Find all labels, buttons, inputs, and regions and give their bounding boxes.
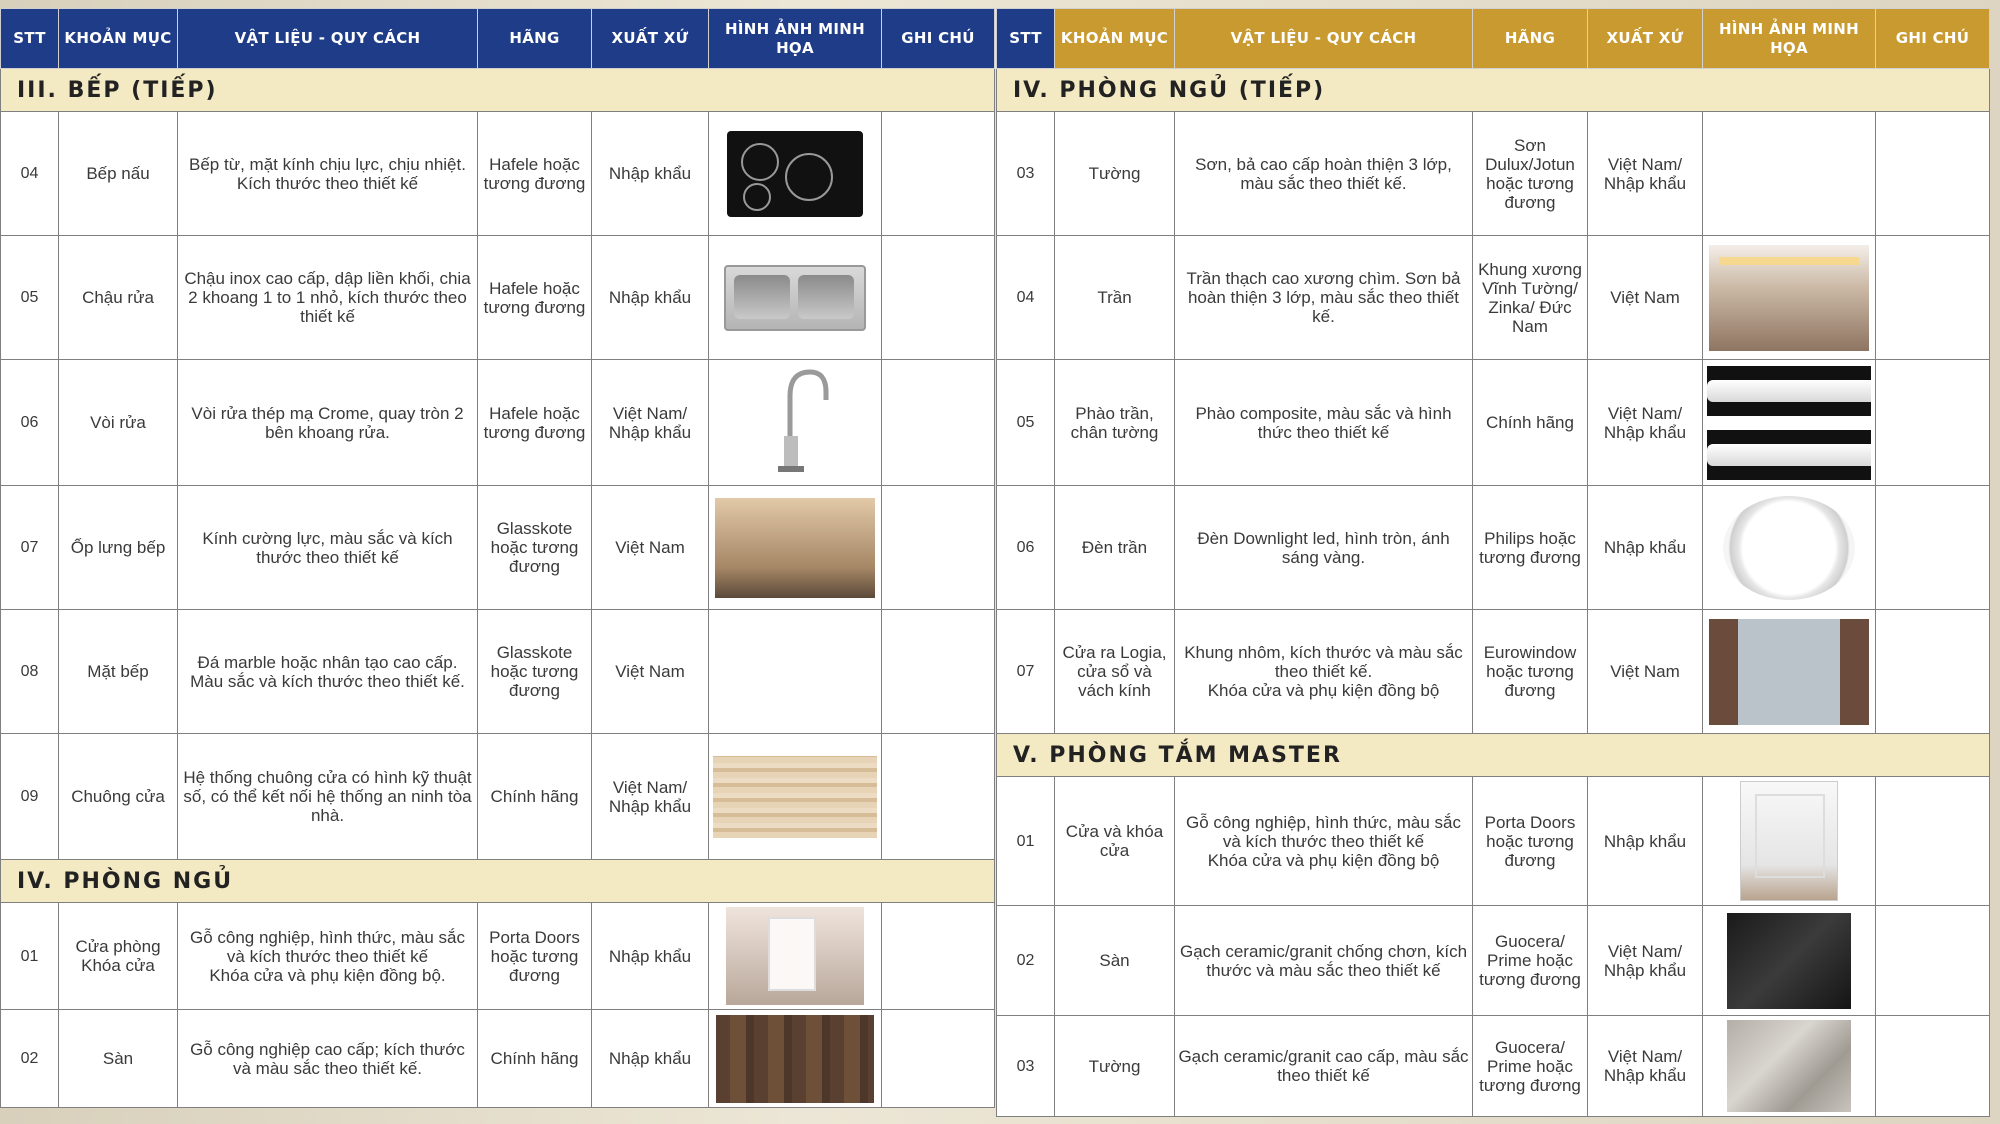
cell-stt: 06	[1, 360, 59, 486]
cell-item: Cửa ra Logia, cửa sổ và vách kính	[1055, 610, 1175, 734]
cell-note	[1876, 112, 1990, 236]
cell-origin: Nhập khẩu	[592, 1010, 709, 1108]
cell-item: Sàn	[59, 1010, 178, 1108]
cell-note	[1876, 360, 1990, 486]
cell-origin: Việt Nam	[592, 610, 709, 734]
table-row	[997, 777, 1990, 906]
cell-stt: 07	[997, 610, 1055, 734]
cell-note	[1876, 486, 1990, 610]
header-origin: XUẤT XỨ	[592, 9, 709, 69]
cell-note	[1876, 777, 1990, 906]
cell-note	[882, 734, 995, 860]
cell-note	[882, 112, 995, 236]
header-origin: XUẤT XỨ	[1588, 9, 1703, 69]
cell-stt: 07	[1, 486, 59, 610]
cell-note	[882, 903, 995, 1010]
cell-image	[709, 112, 882, 236]
cell-note	[882, 1010, 995, 1108]
table-row	[1, 734, 995, 860]
cell-item: Cửa phòng Khóa cửa	[59, 903, 178, 1010]
cell-image	[1703, 236, 1876, 360]
cell-brand: Hafele hoặc tương đương	[478, 112, 592, 236]
spec-table-right	[996, 8, 1990, 1117]
cell-material: Chậu inox cao cấp, dập liền khối, chia 2 khoang 1 to 1 nhỏ, kích thước theo thiết kế	[178, 236, 478, 360]
window-image	[1709, 619, 1869, 725]
faucet-image	[760, 366, 830, 476]
cell-origin: Việt Nam/ Nhập khẩu	[1588, 112, 1703, 236]
cell-origin: Việt Nam/ Nhập khẩu	[1588, 360, 1703, 486]
header-brand: HÃNG	[478, 9, 592, 69]
cell-item: Mặt bếp	[59, 610, 178, 734]
header-note: GHI CHÚ	[882, 9, 995, 69]
cell-brand: Chính hãng	[478, 1010, 592, 1108]
cell-material: Kính cường lực, màu sắc và kích thước theo thiết kế	[178, 486, 478, 610]
table-row	[1, 360, 995, 486]
cell-material: Gạch ceramic/granit chống chơn, kích thước và màu sắc theo thiết kế	[1175, 906, 1473, 1016]
table-row	[997, 112, 1990, 236]
marble-countertop-image	[713, 756, 877, 838]
cell-material: Đá marble hoặc nhân tạo cao cấp. Màu sắc và kích thước theo thiết kế.	[178, 610, 478, 734]
cell-note	[1876, 236, 1990, 360]
cell-material: Gỗ công nghiệp cao cấp; kích thước và màu sắc theo thiết kế.	[178, 1010, 478, 1108]
cell-material: Trần thạch cao xương chìm. Sơn bả hoàn thiện 3 lớp, màu sắc theo thiết kế.	[1175, 236, 1473, 360]
cell-stt: 05	[997, 360, 1055, 486]
cell-brand: Porta Doors hoặc tương đương	[1473, 777, 1588, 906]
cell-image	[1703, 486, 1876, 610]
table-row	[997, 906, 1990, 1016]
cell-image	[709, 610, 882, 734]
cell-origin: Việt Nam	[592, 486, 709, 610]
cell-note	[1876, 610, 1990, 734]
cell-brand: Sơn Dulux/Jotun hoặc tương đương	[1473, 112, 1588, 236]
section-title: V. PHÒNG TẮM MASTER	[997, 734, 1990, 777]
cell-note	[882, 610, 995, 734]
table-row	[997, 486, 1990, 610]
cell-origin: Việt Nam/ Nhập khẩu	[592, 734, 709, 860]
cell-image	[709, 360, 882, 486]
cell-note	[882, 236, 995, 360]
cell-origin: Việt Nam/ Nhập khẩu	[1588, 906, 1703, 1016]
cell-note	[882, 486, 995, 610]
cell-note	[1876, 1016, 1990, 1117]
header-item: KHOẢN MỤC	[59, 9, 178, 69]
cell-item: Trần	[1055, 236, 1175, 360]
spec-table-left	[0, 8, 995, 1108]
black-tile-image	[1727, 913, 1851, 1009]
cell-image	[709, 903, 882, 1010]
section-title: IV. PHÒNG NGỦ	[1, 860, 995, 903]
bedroom-door-image	[726, 907, 864, 1005]
cell-item: Bếp nấu	[59, 112, 178, 236]
cell-item: Vòi rửa	[59, 360, 178, 486]
grey-tile-image	[1727, 1020, 1851, 1112]
cell-item: Chậu rửa	[59, 236, 178, 360]
cell-material: Khung nhôm, kích thước và màu sắc theo thiết kế. Khóa cửa và phụ kiện đồng bộ	[1175, 610, 1473, 734]
cell-image	[1703, 906, 1876, 1016]
cell-item: Đèn trần	[1055, 486, 1175, 610]
induction-cooktop-image	[727, 131, 863, 217]
cell-material: Gỗ công nghiệp, hình thức, màu sắc và kích thước theo thiết kế Khóa cửa và phụ kiện đồng bộ	[1175, 777, 1473, 906]
cell-origin: Nhập khẩu	[592, 903, 709, 1010]
cell-image	[709, 1010, 882, 1108]
cell-stt: 09	[1, 734, 59, 860]
cell-origin: Việt Nam/ Nhập khẩu	[592, 360, 709, 486]
cell-material: Vòi rửa thép mạ Crome, quay tròn 2 bên khoang rửa.	[178, 360, 478, 486]
cell-origin: Nhập khẩu	[592, 236, 709, 360]
cell-image	[1703, 1016, 1876, 1117]
cell-brand: Eurowindow hoặc tương đương	[1473, 610, 1588, 734]
wood-floor-image	[716, 1015, 874, 1103]
table-row	[997, 610, 1990, 734]
header-material: VẬT LIỆU - QUY CÁCH	[178, 9, 478, 69]
molding-image	[1707, 366, 1871, 480]
cell-stt: 01	[1, 903, 59, 1010]
cell-stt: 01	[997, 777, 1055, 906]
cell-brand: Chính hãng	[1473, 360, 1588, 486]
header-material: VẬT LIỆU - QUY CÁCH	[1175, 9, 1473, 69]
cell-item: Phào trần, chân tường	[1055, 360, 1175, 486]
cell-note	[1876, 906, 1990, 1016]
table-row	[1, 903, 995, 1010]
cell-brand: Chính hãng	[478, 734, 592, 860]
table-row	[1, 1010, 995, 1108]
cell-image	[1703, 112, 1876, 236]
table-row	[1, 112, 995, 236]
cell-item: Tường	[1055, 112, 1175, 236]
header-brand: HÃNG	[1473, 9, 1588, 69]
cell-brand: Guocera/ Prime hoặc tương đương	[1473, 1016, 1588, 1117]
cell-image	[709, 734, 882, 860]
cell-material: Phào composite, màu sắc và hình thức theo thiết kế	[1175, 360, 1473, 486]
cell-material: Sơn, bả cao cấp hoàn thiện 3 lớp, màu sắc theo thiết kế.	[1175, 112, 1473, 236]
header-item: KHOẢN MỤC	[1055, 9, 1175, 69]
cell-stt: 05	[1, 236, 59, 360]
cell-stt: 03	[997, 1016, 1055, 1117]
header-image: HÌNH ẢNH MINH HỌA	[709, 9, 882, 69]
cell-material: Gạch ceramic/granit cao cấp, màu sắc theo thiết kế	[1175, 1016, 1473, 1117]
cell-origin: Việt Nam	[1588, 610, 1703, 734]
cell-stt: 08	[1, 610, 59, 734]
cell-item: Cửa và khóa cửa	[1055, 777, 1175, 906]
table-row	[997, 1016, 1990, 1117]
cell-origin: Nhập khẩu	[592, 112, 709, 236]
cell-stt: 04	[1, 112, 59, 236]
ceiling-image	[1709, 245, 1869, 351]
cell-image	[709, 236, 882, 360]
cell-brand: Porta Doors hoặc tương đương	[478, 903, 592, 1010]
cell-material: Đèn Downlight led, hình tròn, ánh sáng vàng.	[1175, 486, 1473, 610]
cell-stt: 04	[997, 236, 1055, 360]
downlight-image	[1723, 496, 1855, 600]
cell-origin: Nhập khẩu	[1588, 777, 1703, 906]
cell-item: Chuông cửa	[59, 734, 178, 860]
cell-image	[1703, 610, 1876, 734]
backsplash-image	[715, 498, 875, 598]
cell-stt: 02	[1, 1010, 59, 1108]
cell-material: Hệ thống chuông cửa có hình kỹ thuật số, có thể kết nối hệ thống an ninh tòa nhà.	[178, 734, 478, 860]
cell-material: Gỗ công nghiệp, hình thức, màu sắc và kích thước theo thiết kế Khóa cửa và phụ kiện đồng bộ.	[178, 903, 478, 1010]
cell-image	[1703, 777, 1876, 906]
cell-stt: 02	[997, 906, 1055, 1016]
cell-item: Sàn	[1055, 906, 1175, 1016]
table-row	[997, 236, 1990, 360]
cell-item: Tường	[1055, 1016, 1175, 1117]
cell-brand: Khung xương Vĩnh Tường/ Zinka/ Đức Nam	[1473, 236, 1588, 360]
header-note: GHI CHÚ	[1876, 9, 1990, 69]
cell-stt: 03	[997, 112, 1055, 236]
table-row	[997, 360, 1990, 486]
cell-origin: Việt Nam	[1588, 236, 1703, 360]
cell-brand: Hafele hoặc tương đương	[478, 236, 592, 360]
cell-note	[882, 360, 995, 486]
section-title: III. BẾP (TIẾP)	[1, 69, 995, 112]
bathroom-door-image	[1740, 781, 1838, 901]
cell-material: Bếp từ, mặt kính chịu lực, chịu nhiệt. Kích thước theo thiết kế	[178, 112, 478, 236]
table-row	[1, 486, 995, 610]
cell-brand: Glasskote hoặc tương đương	[478, 610, 592, 734]
double-sink-image	[724, 265, 866, 331]
header-stt: STT	[1, 9, 59, 69]
header-stt: STT	[997, 9, 1055, 69]
table-row	[1, 610, 995, 734]
section-title: IV. PHÒNG NGỦ (TIẾP)	[997, 69, 1990, 112]
cell-brand: Guocera/ Prime hoặc tương đương	[1473, 906, 1588, 1016]
cell-stt: 06	[997, 486, 1055, 610]
cell-brand: Glasskote hoặc tương đương	[478, 486, 592, 610]
cell-image	[709, 486, 882, 610]
cell-brand: Philips hoặc tương đương	[1473, 486, 1588, 610]
cell-image	[1703, 360, 1876, 486]
cell-item: Ốp lưng bếp	[59, 486, 178, 610]
cell-origin: Việt Nam/ Nhập khẩu	[1588, 1016, 1703, 1117]
table-row	[1, 236, 995, 360]
cell-origin: Nhập khẩu	[1588, 486, 1703, 610]
header-image: HÌNH ẢNH MINH HỌA	[1703, 9, 1876, 69]
cell-brand: Hafele hoặc tương đương	[478, 360, 592, 486]
